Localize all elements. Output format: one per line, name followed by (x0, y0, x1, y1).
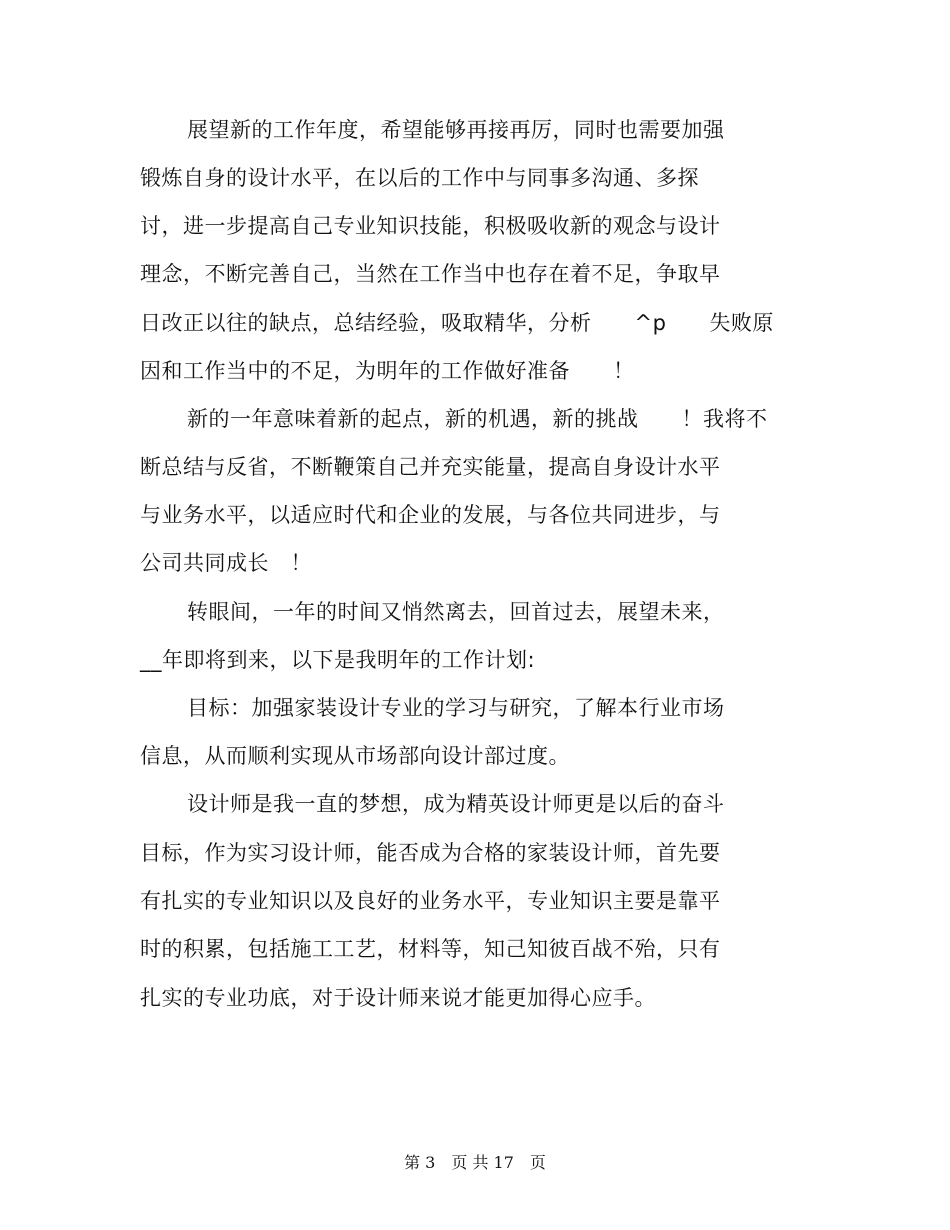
text-line: __年即将到来，以下是我明年的工作计划: (140, 648, 536, 672)
text-line: 扎实的专业功底，对于设计师来说才能更加得心应手。 (140, 986, 656, 1010)
text-line: 目标，作为实习设计师，能否成为合格的家装设计师，首先要 (140, 841, 721, 865)
text-line: 日改正以往的缺点，总结经验，吸取精华，分析 ^p 失败原 (140, 311, 774, 335)
text-line: 转眼间，一年的时间又悄然离去，回首过去，展望未来， (187, 600, 725, 624)
text-line: 讨，进一步提高自己专业知识技能，积极吸收新的观念与设计 (140, 214, 721, 238)
text-line: 目标：加强家装设计专业的学习与研究，了解本行业市场 (187, 696, 725, 720)
text-line: 时的积累，包括施工工艺，材料等，知己知彼百战不殆，只有 (140, 937, 721, 961)
text-line: 有扎实的专业知识以及良好的业务水平，专业知识主要是靠平 (140, 889, 721, 913)
text-line: 展望新的工作年度，希望能够再接再厉，同时也需要加强 (187, 118, 725, 142)
text-line: 设计师是我一直的梦想，成为精英设计师更是以后的奋斗 (187, 792, 725, 816)
text-line: 因和工作当中的不足，为明年的工作做好准备 ！ (140, 359, 635, 383)
text-line: 信息，从而顺利实现从市场部向设计部过度。 (140, 744, 570, 768)
text-line: 断总结与反省，不断鞭策自己并充实能量，提高自身设计水平 (140, 455, 721, 479)
page-number-footer: 第 3 页 共 17 页 (404, 1153, 546, 1172)
text-line: 理念，不断完善自己，当然在工作当中也存在着不足，争取早 (140, 262, 721, 286)
text-line: 公司共同成长 ！ (140, 551, 312, 575)
text-line: 与业务水平，以适应时代和企业的发展，与各位共同进步，与 (140, 503, 721, 527)
text-line: 新的一年意味着新的起点，新的机遇，新的挑战 ！我将不 (187, 407, 768, 431)
text-line: 锻炼自身的设计水平，在以后的工作中与同事多沟通、多探 (140, 166, 699, 190)
